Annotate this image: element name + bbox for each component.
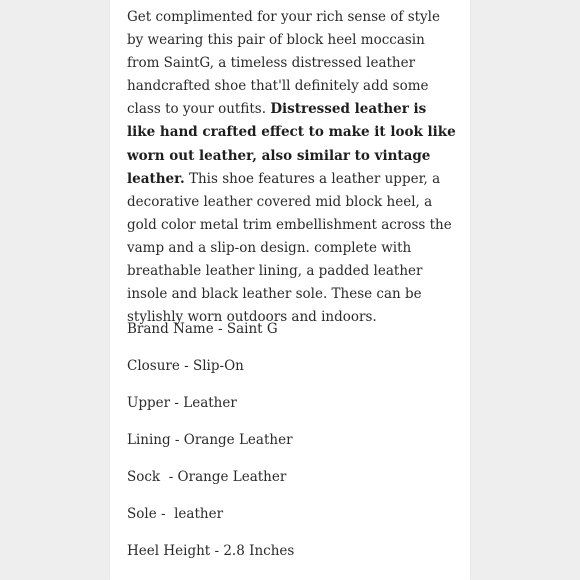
product-description	[127, 6, 457, 329]
spec-brand-name: Brand Name - Saint G	[127, 321, 278, 337]
description-rest: This shoe features a leather upper, a decorative leather covered mid block heel, a gold color metal trim embellishment across the vamp and a slip-on design. complete with breathable leather lining, a padded leather insole and black leather sole. These can be stylishly worn outdoors and indoors.	[127, 170, 452, 326]
spec-upper: Upper - Leather	[127, 395, 237, 411]
description-panel	[110, 0, 470, 580]
description-intro: Get complimented for your rich sense of style by wearing this pair of block heel moccasin from SaintG, a timeless distressed leather handcrafted shoe that'll definitely add some class to your outfits.	[127, 9, 440, 118]
description-bold-note: Distressed leather is like hand crafted effect to make it look like worn out leather, also similar to vintage leather.	[127, 101, 456, 187]
spec-sole: Sole - leather	[127, 506, 224, 522]
spec-closure: Closure - Slip-On	[127, 358, 244, 374]
spec-lining: Lining - Orange Leather	[127, 432, 293, 448]
spec-heel-height: Heel Height - 2.8 Inches	[127, 543, 295, 559]
spec-sock: Sock - Orange Leather	[127, 469, 287, 485]
product-description-content	[127, 6, 457, 559]
